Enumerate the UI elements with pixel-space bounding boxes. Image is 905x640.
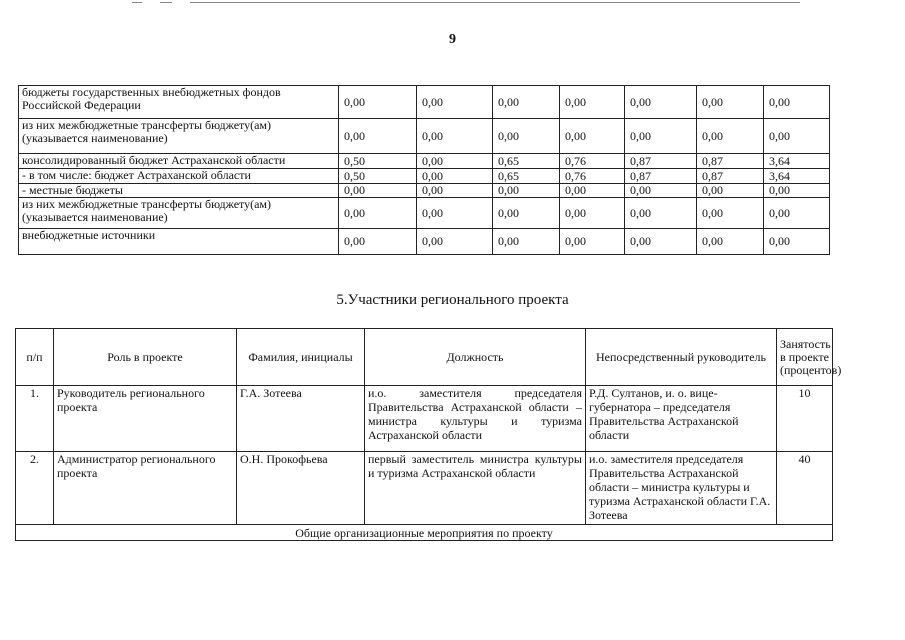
financing-value-cell: 0,00 [560,119,625,154]
financing-value-cell: 0,00 [764,119,830,154]
financing-value-cell: 0,00 [764,86,830,119]
participant-position: и.о. заместителя председателя Правительства Астраханской области – министра культуры и туризма Астраханской области [365,386,586,452]
financing-value-cell: 0,87 [625,169,697,184]
financing-value-cell: 3,64 [764,169,830,184]
participant-num: 1. [16,386,54,452]
participant-role: Руководитель регионального проекта [54,386,237,452]
financing-value-cell: 0,00 [339,184,417,198]
financing-value-cell: 0,00 [697,119,764,154]
financing-value-cell: 0,00 [625,184,697,198]
financing-row-label: - в том числе: бюджет Астраханской области [19,169,339,184]
financing-value-cell: 0,00 [560,198,625,229]
participant-role: Администратор регионального проекта [54,452,237,525]
participant-row [16,452,833,525]
financing-value-cell: 0,65 [493,154,560,169]
financing-value-cell: 0,00 [697,198,764,229]
financing-value-cell: 0,00 [417,198,493,229]
participant-supervisor: и.о. заместителя председателя Правительства Астраханской области – министра культуры и туризма Астраханской области Г.А. Зотеева [586,452,777,525]
financing-row [19,169,830,184]
financing-value-cell: 0,00 [697,229,764,255]
participant-employment: 10 [777,386,833,452]
participants-header-row [16,329,833,386]
financing-value-cell: 0,87 [625,154,697,169]
financing-value-cell: 0,00 [764,198,830,229]
financing-row [19,119,830,154]
financing-value-cell: 0,00 [560,229,625,255]
header-name: Фамилия, инициалы [237,329,365,386]
financing-value-cell: 0,00 [625,86,697,119]
header-supervisor: Непосредственный руководитель [586,329,777,386]
financing-row [19,86,830,119]
section-title: 5.Участники регионального проекта [336,292,569,308]
financing-value-cell: 0,00 [764,184,830,198]
financing-value-cell: 0,00 [417,229,493,255]
financing-value-cell: 0,76 [560,154,625,169]
financing-value-cell: 0,00 [417,169,493,184]
header-role: Роль в проекте [54,329,237,386]
financing-value-cell: 0,00 [417,184,493,198]
financing-value-cell: 0,50 [339,169,417,184]
participants-footer: Общие организационные мероприятия по проекту [16,525,833,541]
page-number: 9 [449,32,456,47]
financing-value-cell: 0,00 [339,86,417,119]
financing-row-label: консолидированный бюджет Астраханской области [19,154,339,169]
financing-value-cell: 3,64 [764,154,830,169]
financing-value-cell: 0,00 [697,86,764,119]
financing-value-cell: 0,00 [625,119,697,154]
financing-value-cell: 0,50 [339,154,417,169]
financing-value-cell: 0,00 [625,229,697,255]
financing-row [19,154,830,169]
financing-row-label: из них межбюджетные трансферты бюджету(ам) (указывается наименование) [19,119,339,154]
financing-row [19,198,830,229]
participant-name: Г.А. Зотеева [237,386,365,452]
financing-row [19,229,830,255]
financing-value-cell: 0,00 [493,198,560,229]
financing-value-cell: 0,00 [493,86,560,119]
header-employment: Занятость в проекте (процентов) [777,329,833,386]
participant-supervisor: Р.Д. Султанов, и. о. вице-губернатора – председателя Правительства Астраханской области [586,386,777,452]
financing-value-cell: 0,00 [493,119,560,154]
financing-value-cell: 0,00 [625,198,697,229]
financing-value-cell: 0,00 [417,119,493,154]
participant-employment: 40 [777,452,833,525]
financing-table [18,85,830,255]
header-num: п/п [16,329,54,386]
financing-value-cell: 0,00 [560,86,625,119]
financing-value-cell: 0,00 [493,229,560,255]
financing-row-label: - местные бюджеты [19,184,339,198]
financing-value-cell: 0,00 [417,154,493,169]
financing-value-cell: 0,87 [697,154,764,169]
financing-row-label: бюджеты государственных внебюджетных фондов Российской Федерации [19,86,339,119]
financing-value-cell: 0,00 [697,184,764,198]
participant-name: О.Н. Прокофьева [237,452,365,525]
financing-value-cell: 0,00 [493,184,560,198]
financing-row [19,184,830,198]
financing-value-cell: 0,87 [697,169,764,184]
financing-value-cell: 0,00 [339,119,417,154]
participant-num: 2. [16,452,54,525]
financing-value-cell: 0,00 [560,184,625,198]
financing-row-label: из них межбюджетные трансферты бюджету(ам) (указывается наименование) [19,198,339,229]
participants-footer-row [16,525,833,541]
financing-value-cell: 0,00 [339,198,417,229]
financing-value-cell: 0,00 [339,229,417,255]
top-border-line [0,0,905,6]
header-position: Должность [365,329,586,386]
participant-row [16,386,833,452]
financing-value-cell: 0,00 [764,229,830,255]
financing-value-cell: 0,76 [560,169,625,184]
financing-value-cell: 0,00 [417,86,493,119]
participant-position: первый заместитель министра культуры и туризма Астраханской области [365,452,586,525]
financing-value-cell: 0,65 [493,169,560,184]
financing-row-label: внебюджетные источники [19,229,339,255]
participants-table [15,328,842,541]
